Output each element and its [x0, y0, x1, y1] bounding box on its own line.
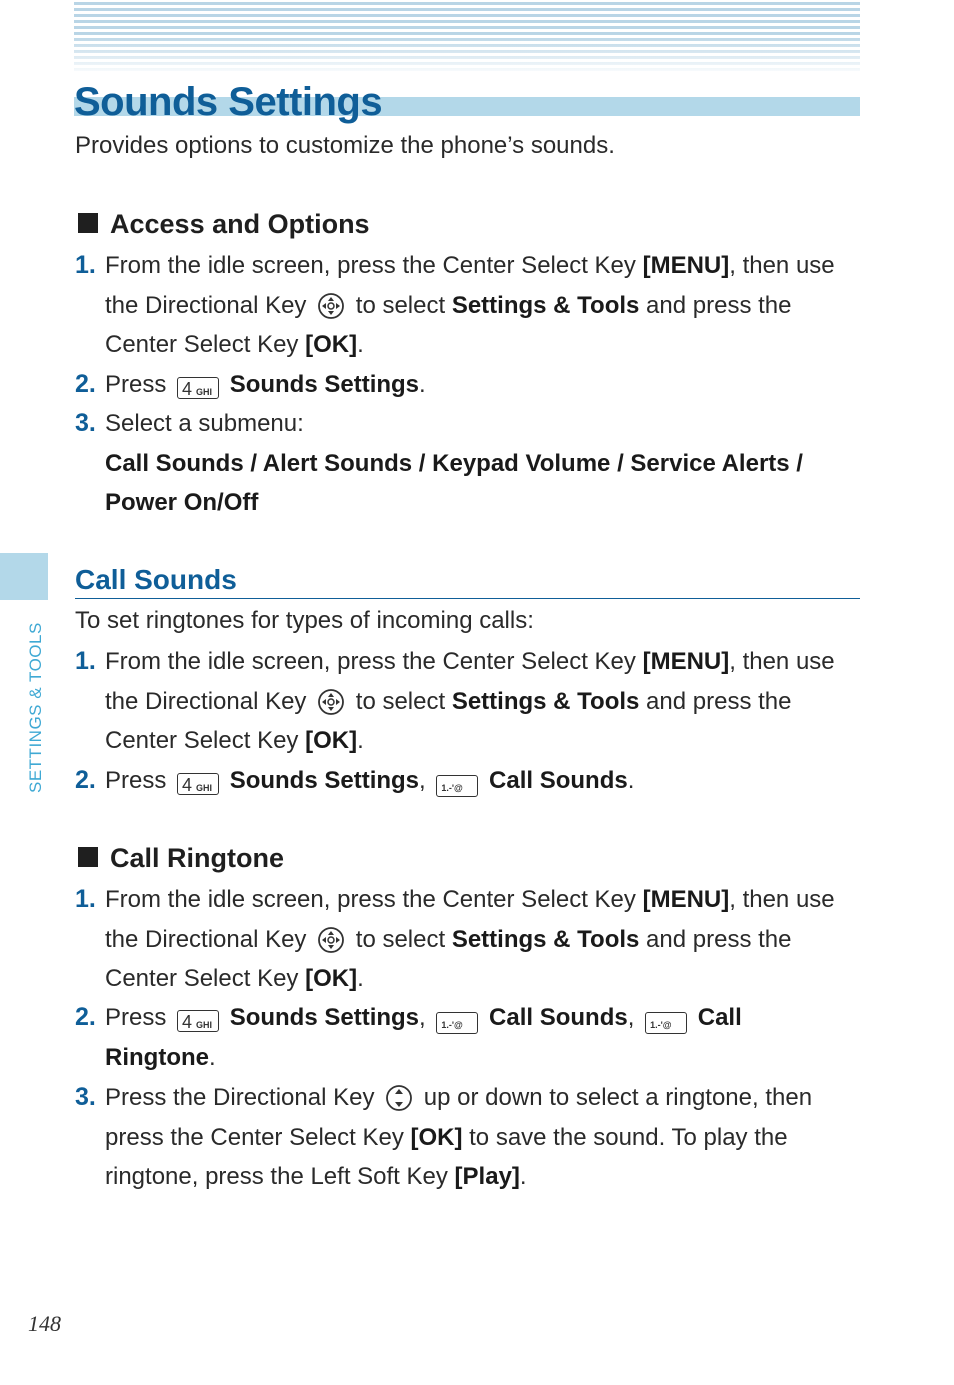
directional-key-icon — [317, 688, 345, 716]
side-tab-marker — [0, 553, 48, 600]
access-step-3: 3. Select a submenu: Call Sounds / Alert Sounds / Keypad Volume / Service Alerts / Power On/Off — [75, 409, 803, 517]
call-ringtone-step-1: 1. From the idle screen, press the Center Select Key [MENU], then use the Directional Key to select Settings & Tools and press the Center Select Key [OK]. — [75, 885, 835, 993]
call-sounds-heading: Call Sounds — [75, 562, 860, 599]
key-4-icon: 4 GHI — [177, 1010, 219, 1032]
side-section-label: SETTINGS & TOOLS — [26, 622, 45, 793]
call-sounds-step-1: 1. From the idle screen, press the Center Select Key [MENU], then use the Directional Key to select Settings & Tools and press the Center Select Key [OK]. — [75, 647, 835, 755]
access-options-heading: Access and Options — [78, 207, 370, 241]
page-title: Sounds Settings — [74, 80, 383, 124]
key-4-icon: 4 GHI — [177, 377, 219, 399]
call-ringtone-heading: Call Ringtone — [78, 841, 284, 875]
key-1-icon: 1.-'@ — [645, 1012, 687, 1034]
call-sounds-intro: To set ringtones for types of incoming calls: — [75, 607, 534, 634]
call-ringtone-step-2: 2. Press 4 GHI Sounds Settings, 1.-'@ Call Sounds, 1.-'@ Call Ringtone. — [75, 1003, 742, 1071]
directional-key-icon — [317, 292, 345, 320]
access-step-1: 1. From the idle screen, press the Center Select Key [MENU], then use the Directional Key to select Settings & Tools and press the Center Select Key [OK]. — [75, 251, 835, 359]
page-number: 148 — [28, 1311, 61, 1336]
call-sounds-step-2: 2. Press 4 GHI Sounds Settings, 1.-'@ Call Sounds. — [75, 766, 635, 795]
access-step-2: 2. Press 4 GHI Sounds Settings. — [75, 370, 426, 399]
key-1-icon: 1.-'@ — [436, 1012, 478, 1034]
key-1-icon: 1.-'@ — [436, 775, 478, 797]
key-4-icon: 4 GHI — [177, 773, 219, 795]
header-stripes — [74, 2, 860, 74]
square-bullet-icon — [78, 847, 98, 867]
intro-text: Provides options to customize the phone’s sounds. — [75, 132, 615, 159]
directional-key-icon — [317, 926, 345, 954]
updown-key-icon — [385, 1084, 413, 1112]
call-ringtone-step-3: 3. Press the Directional Key up or down to select a ringtone, then press the Center Select Key [OK] to save the sound. To play the ringtone, press the Left Soft Key [Play]. — [75, 1083, 813, 1191]
square-bullet-icon — [78, 213, 98, 233]
